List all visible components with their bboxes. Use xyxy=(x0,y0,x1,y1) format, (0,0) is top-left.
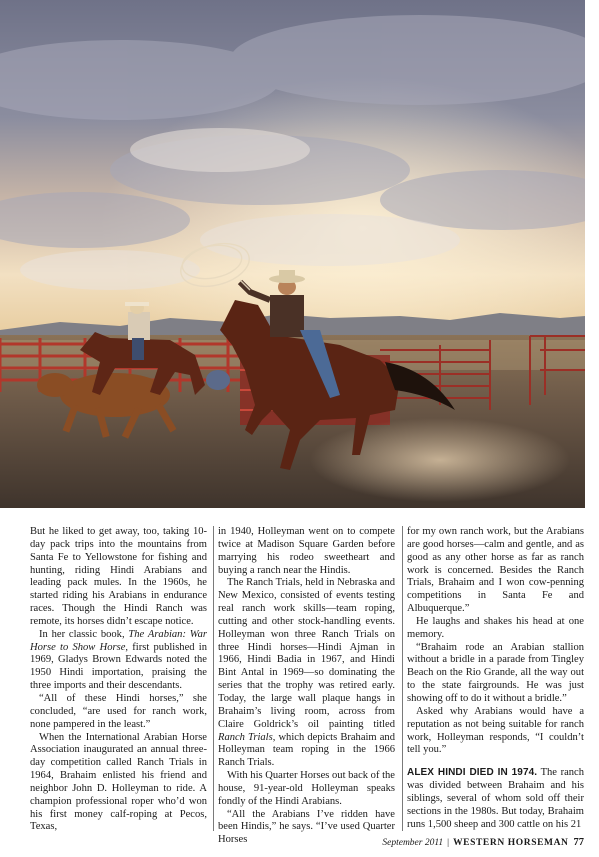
water-barrel xyxy=(206,370,230,390)
magazine-name: WESTERN HORSEMAN xyxy=(453,838,569,848)
paragraph: “All of these Hindi horses,” she concluded, “are used for ranch work, none pampered in the least.” xyxy=(30,692,207,730)
text-column-2 xyxy=(218,526,395,847)
page-footer xyxy=(382,837,584,848)
dust-cloud xyxy=(310,418,570,502)
paragraph: With his Quarter Horses out back of the house, 91-year-old Holleyman speaks fondly of the Hindi Arabians. xyxy=(218,770,395,807)
paragraph: But he liked to get away, too, taking 10-day pack trips into the mountains from Santa Fe to Yellowstone for fishing and hunting, riding Hindi Arabians and leading pack mules. In the 1960s, he started riding his Arabians in endurance races. Though the Hindi Ranch was remote, its horses didn’t escape notice. xyxy=(30,526,207,627)
column-divider xyxy=(213,526,214,831)
paragraph: in 1940, Holleyman went on to compete twice at Madison Square Garden before marrying his rodeo sweetheart and buying a ranch near the Hindis. xyxy=(218,526,395,576)
book-title: The Arabian: War Horse to Show Horse xyxy=(30,628,207,653)
page-number: 77 xyxy=(573,837,584,848)
paragraph: ALEX HINDI DIED IN 1974. The ranch was divided between Brahaim and his siblings, several of whom sold off their sections in the 1980s. But today, Brahaim runs 1,500 sheep and 300 cattle on his 21 xyxy=(407,767,584,830)
column-divider xyxy=(402,526,403,831)
paragraph: Asked why Arabians would have a reputation as not being suitable for ranch work, Holleyman responds, “I couldn’t tell you.” xyxy=(407,705,584,756)
text-column-3 xyxy=(407,526,584,831)
section-lead-in: ALEX HINDI DIED IN 1974. xyxy=(407,767,538,779)
paragraph: When the International Arabian Horse Association inaugurated an annual three-day competition called Ranch Trials in 1964, Brahaim enlisted his friend and neighbor John D. Holleyman to ride. A champion professional roper who’d won his first money calf-roping at Pecos, Texas, xyxy=(30,731,207,833)
painting-title: Ranch Trials xyxy=(218,731,273,743)
paragraph: “All the Arabians I’ve ridden have been Hindis,” he says. “I’ve used Quarter Horses xyxy=(218,808,395,846)
paragraph: for my own ranch work, but the Arabians are good horses—calm and gentle, and as good as any other horse as far as ranch work is concerned. Besides the Ranch Trials, Brahaim and I won cow-penning competitions in Santa Fe and Albuquerque.” xyxy=(407,526,584,615)
issue-date: September 2011 xyxy=(382,838,444,848)
paragraph: He laughs and shakes his head at one memory. xyxy=(407,615,584,640)
text-column-1 xyxy=(30,526,207,834)
footer-separator: | xyxy=(447,838,450,848)
paragraph: In her classic book, The Arabian: War Horse to Show Horse, first published in 1969, Gladys Brown Edwards noted the 1950 Hindi importation, praising the three imports and their descendants. xyxy=(30,628,207,692)
paragraph: “Brahaim rode an Arabian stallion without a bridle in a parade from Tingley Beach on the Rio Grande, all the way out to the state fairgrounds. He was just showing off to do it without a bridle.” xyxy=(407,641,584,704)
rider-torso xyxy=(270,295,304,337)
paragraph: The Ranch Trials, held in Nebraska and New Mexico, consisted of events testing real ranch work skills—team roping, cutting and other stock-handling events. Holleyman won three Ranch Trials on three Hindi horses—Hindi Ajman in 1966, Hindi Badia in 1967, and Hindi Bint Antal in 1969—so dominating the series that the trophy was retired early. Today, the large wall plaque hangs in Brahaim’s living room, across from Claire Goldrick’s oil painting titled Ranch Trials, which depicts Brahaim and Holleyman team roping in the 1966 Ranch Trials. xyxy=(218,577,395,769)
